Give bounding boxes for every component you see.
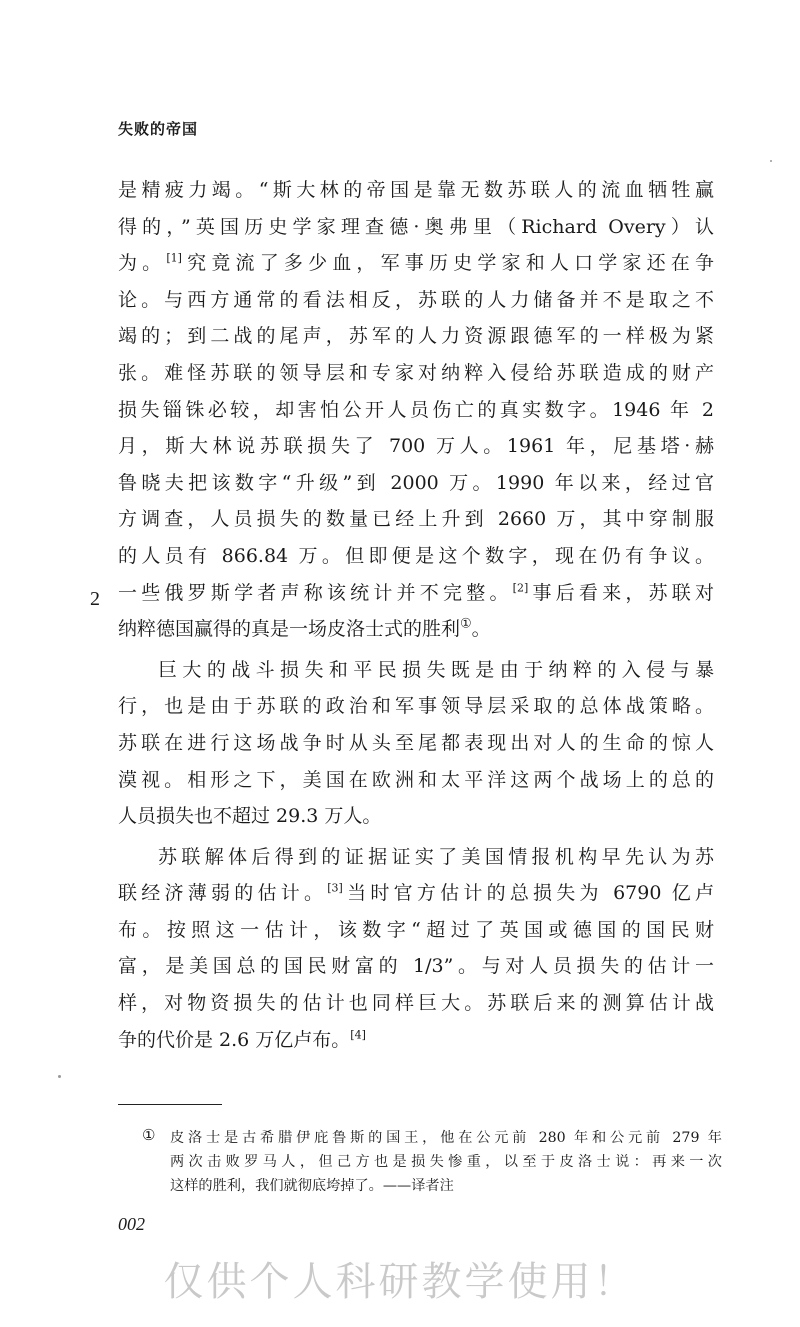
footnote-line: 这样的胜利，我们就彻底垮掉了。——译者注 [170, 1178, 454, 1194]
text-line: 张。难怪苏联的领导层和专家对纳粹入侵给苏联造成的财产 [118, 361, 714, 384]
text-segment: 究竟流了多少血，军事历史学家和人口学家还在争 [181, 252, 714, 275]
footnote-marker: ① [142, 1126, 156, 1144]
text-line [118, 245, 714, 282]
text-line: 鲁晓夫把该数字“升级”到 2000 万。1990 年以来，经过官 [118, 471, 714, 494]
endnote-reference: [3] [327, 881, 343, 895]
text-line: 布。按照这一估计，该数字“超过了英国或德国的国民财 [118, 918, 714, 941]
text-segment: 一些俄罗斯学者声称该统计并不完整。 [118, 581, 513, 604]
endnote-reference: [2] [512, 581, 529, 595]
text-segment: 事后看来，苏联对 [528, 581, 714, 604]
body-text [118, 172, 714, 1058]
endnote-reference: [1] [166, 251, 182, 265]
text-line: 行，也是由于苏联的政治和军事领导层采取的总体战策略。 [118, 695, 714, 718]
text-line: 人员损失也不超过 29.3 万人。 [118, 805, 382, 828]
text-segment: 当时官方估计的总损失为 6790 亿卢 [342, 882, 714, 905]
text-line [118, 611, 714, 648]
text-line: 的人员有 866.84 万。但即便是这个数字，现在仍有争议。 [118, 544, 714, 567]
text-segment: 。 [471, 618, 491, 641]
running-head: 失败的帝国 [118, 120, 199, 138]
text-segment: 联经济薄弱的估计。 [118, 882, 328, 905]
text-line: 月，斯大林说苏联损失了 700 万人。1961 年，尼基塔·赫 [118, 435, 714, 458]
scan-speck [58, 1075, 61, 1078]
text-line: 竭的；到二战的尾声，苏军的人力资源跟德军的一样极为紧 [118, 325, 714, 348]
text-line: 富，是美国总的国民财富的 1/3”。与对人员损失的估计一 [118, 955, 714, 978]
folio-page-number: 002 [118, 1214, 145, 1234]
text-line [118, 575, 714, 612]
endnote-reference: [4] [350, 1028, 366, 1042]
text-line: 苏联解体后得到的证据证实了美国情报机构早先认为苏 [158, 845, 714, 868]
text-line: 损失锱铢必较，却害怕公开人员伤亡的真实数字。1946 年 2 [118, 398, 714, 421]
paragraph-1 [118, 172, 714, 648]
footnote-line: 两次击败罗马人，但己方也是损失惨重，以至于皮洛士说：再来一次 [170, 1154, 722, 1170]
text-line: 得的，”英国历史学家理查德·奥弗里（Richard Overy）认 [118, 215, 714, 238]
text-line: 论。与西方通常的看法相反，苏联的人力储备并不是取之不 [118, 288, 714, 311]
text-line: 方调查，人员损失的数量已经上升到 2660 万，其中穿制服 [118, 508, 714, 531]
watermark: 仅供个人科研教学使用！ [163, 1259, 637, 1305]
margin-page-number: 2 [90, 588, 100, 610]
text-line [118, 875, 714, 912]
footnote [142, 1126, 722, 1198]
text-line: 巨大的战斗损失和平民损失既是由于纳粹的入侵与暴 [158, 658, 714, 681]
text-line: 漠视。相形之下，美国在欧洲和太平洋这两个战场上的总的 [118, 768, 714, 791]
paragraph-3 [118, 839, 714, 1059]
scan-speck [770, 160, 772, 162]
paragraph-2 [118, 652, 714, 835]
text-line [118, 1022, 714, 1059]
text-segment: 纳粹德国赢得的真是一场皮洛士式的胜利 [118, 618, 461, 641]
footnote-reference: ① [460, 616, 472, 632]
footnote-rule [118, 1104, 222, 1105]
text-line: 苏联在进行这场战争时从头至尾都表现出对人的生命的惊人 [118, 731, 714, 754]
text-segment: 争的代价是 2.6 万亿卢布。 [118, 1028, 351, 1051]
text-line: 样，对物资损失的估计也同样巨大。苏联后来的测算估计战 [118, 992, 714, 1015]
text-line: 是精疲力竭。“斯大林的帝国是靠无数苏联人的流血牺牲赢 [118, 179, 714, 201]
text-segment: 为。 [118, 252, 167, 275]
footnote-line: 皮洛士是古希腊伊庇鲁斯的国王，他在公元前 280 年和公元前 279 年 [170, 1130, 722, 1146]
